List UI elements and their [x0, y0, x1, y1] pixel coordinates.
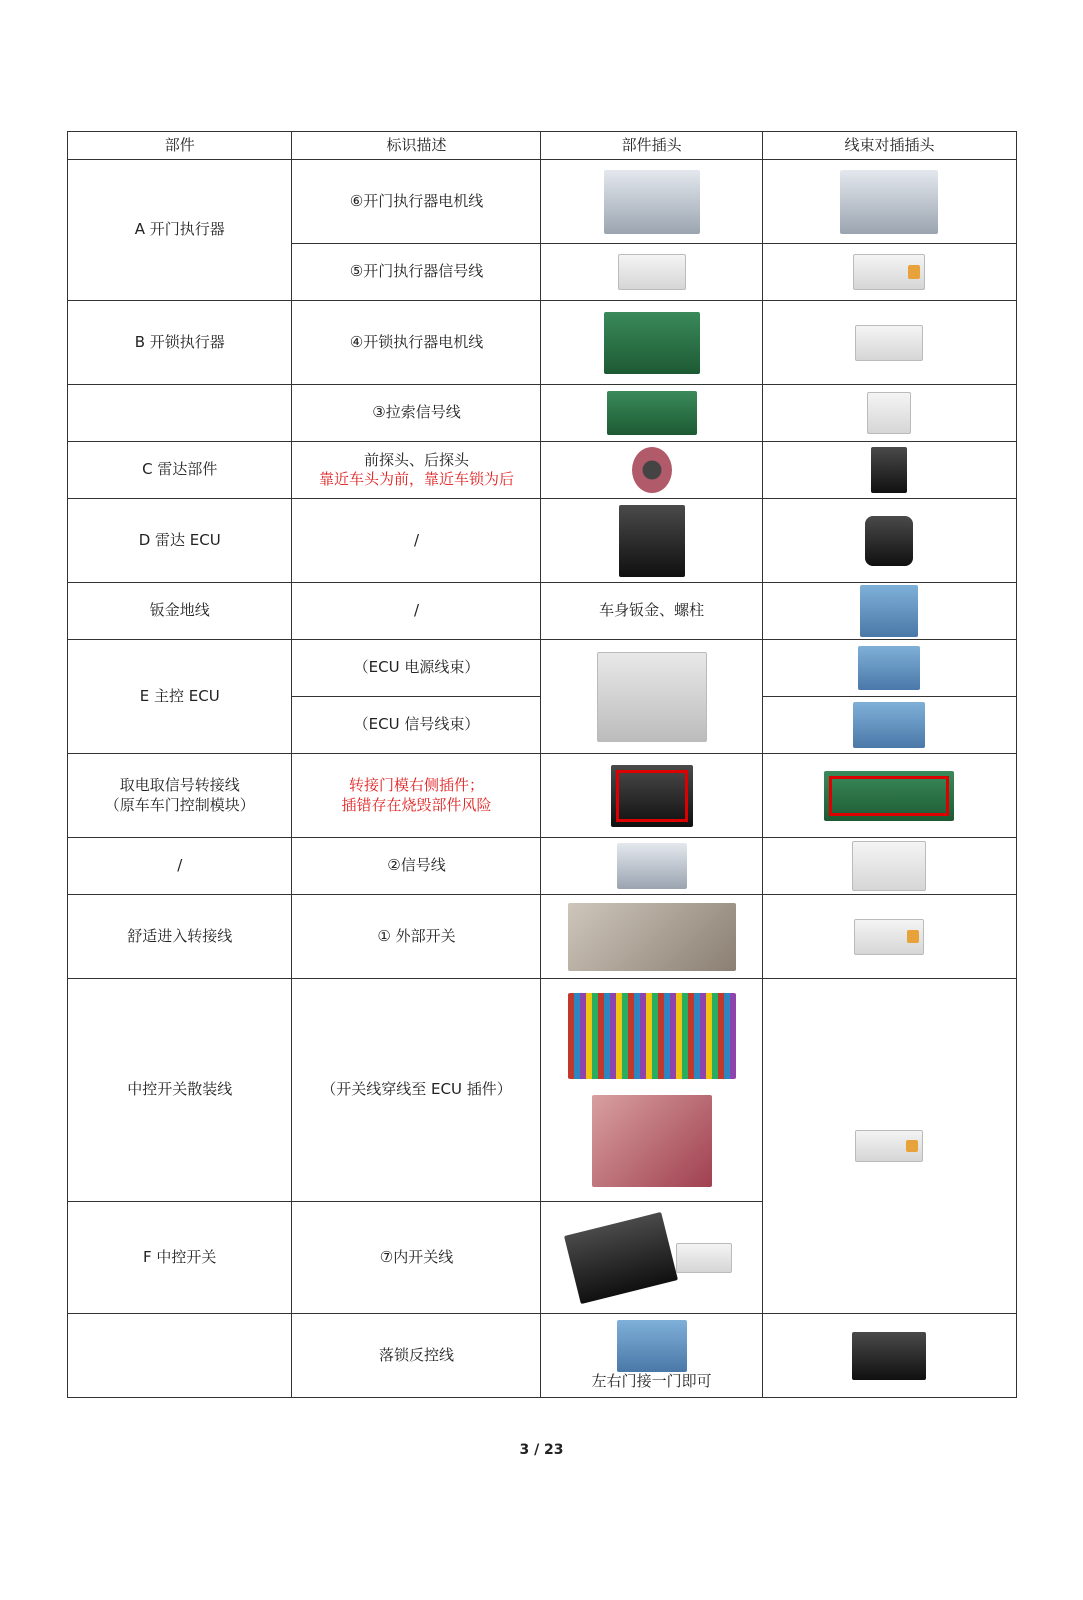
connector-photo	[852, 1332, 926, 1380]
cable-photo	[607, 391, 697, 435]
e1-desc: （ECU 电源线束）	[292, 640, 541, 697]
connector-photo	[618, 254, 686, 290]
e2-desc: （ECU 信号线束）	[292, 697, 541, 754]
b-desc: ④开锁执行器电机线	[292, 301, 541, 385]
e-part-cell: E 主控 ECU	[68, 640, 292, 754]
s2-desc: ②信号线	[292, 838, 541, 895]
comfort-desc: ① 外部开关	[292, 895, 541, 979]
lock-desc: 落锁反控线	[292, 1314, 541, 1398]
s2-part-cell: /	[68, 838, 292, 895]
connector-photo	[676, 1243, 732, 1273]
ground-terminal-photo	[860, 585, 918, 637]
header-plug: 部件插头	[541, 132, 762, 160]
f-desc: ⑦内开关线	[292, 1202, 541, 1314]
connector-photo	[871, 447, 907, 493]
c-part-cell: C 雷达部件	[68, 442, 292, 499]
actuator-photo	[604, 312, 700, 374]
page-number: 3 / 23	[519, 1442, 564, 1458]
connector-photo	[604, 170, 700, 234]
central-desc: （开关线穿线至 ECU 插件）	[292, 979, 541, 1202]
d-part-cell: D 雷达 ECU	[68, 499, 292, 583]
t-desc-line2: 插错存在烧毁部件风险	[341, 795, 492, 814]
t-desc-line1: 转接门模右侧插件；	[348, 776, 484, 794]
harness-photo	[568, 903, 736, 971]
parts-table	[67, 131, 1017, 1398]
r3-desc: ③拉索信号线	[292, 385, 541, 442]
connector-photo	[853, 702, 925, 748]
connector-photo	[858, 646, 920, 690]
ground-part-cell: 钣金地线	[68, 583, 292, 640]
ground-desc: /	[292, 583, 541, 640]
comfort-part-cell: 舒适进入转接线	[68, 895, 292, 979]
connector-photo	[867, 392, 911, 434]
header-desc: 标识描述	[292, 132, 541, 160]
door-module-photo	[611, 765, 693, 827]
t-part-line1: 取电取信号转接线	[119, 776, 240, 794]
connector-photo	[854, 919, 924, 955]
connector-photo	[855, 325, 923, 361]
d-desc: /	[292, 499, 541, 583]
header-harness: 线束对插插头	[762, 132, 1016, 160]
connector-photo	[617, 843, 687, 889]
radar-ecu-photo	[619, 505, 685, 577]
a2-desc: ⑤开门执行器信号线	[292, 244, 541, 301]
wire-bundle-photo	[568, 993, 736, 1079]
adapter-cable-photo	[824, 771, 954, 821]
switch-photo	[564, 1211, 678, 1303]
connector-wiring-photo	[592, 1095, 712, 1187]
connector-photo	[853, 254, 925, 290]
connector-photo	[852, 841, 926, 891]
ground-plug: 车身钣金、螺柱	[541, 583, 762, 640]
b-part-cell: B 开锁执行器	[68, 301, 292, 385]
central-part-cell: 中控开关散装线	[68, 979, 292, 1202]
t-part-line2: （原车车门控制模块）	[104, 795, 255, 814]
header-part: 部件	[68, 132, 292, 160]
connector-photo	[865, 516, 913, 566]
lock-connector-photo	[617, 1320, 687, 1372]
c-desc-line2: 靠近车头为前，靠近车锁为后	[318, 470, 514, 488]
lock-plug-note: 左右门接一门即可	[591, 1371, 712, 1390]
radar-sensor-photo	[632, 447, 672, 493]
connector-photo	[855, 1130, 923, 1162]
a-part-cell: A 开门执行器	[68, 160, 292, 301]
f-part-cell: F 中控开关	[68, 1202, 292, 1314]
c-desc-line1: 前探头、后探头	[363, 450, 469, 469]
a1-desc: ⑥开门执行器电机线	[292, 160, 541, 244]
main-ecu-photo	[597, 652, 707, 742]
connector-photo	[840, 170, 938, 234]
